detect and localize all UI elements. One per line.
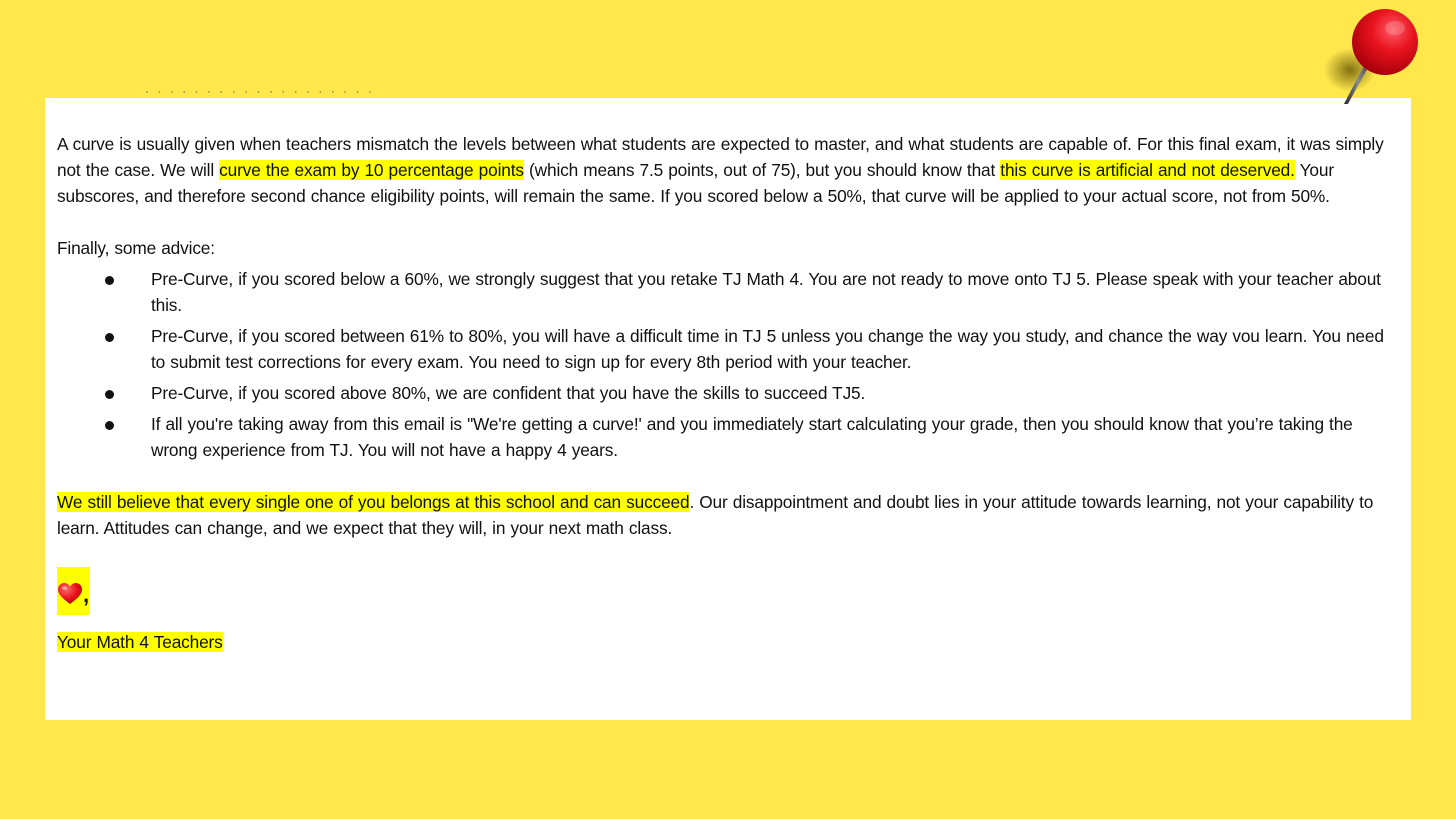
list-item-text: Pre-Curve, if you scored below a 60%, we strongly suggest that you retake TJ Math 4. You are not ready to move onto TJ 5. Please speak with your teacher about this. — [151, 269, 1381, 315]
signature-comma: , — [83, 582, 89, 607]
signoff-text: Your Math 4 Teachers — [57, 632, 223, 652]
closing-paragraph — [57, 489, 1397, 541]
signoff — [57, 629, 1397, 655]
heart-highlight — [57, 567, 90, 615]
signature-heart-line — [57, 567, 1397, 615]
text-segment: (which means 7.5 points, out of 75), but you should know that — [523, 160, 1001, 180]
text-segment: . Our disappointment and doubt lies in your attitude towards learning, not your capability to learn. Attitudes can change, and we expect that they will, in your next math class. — [57, 492, 1374, 538]
advice-list — [57, 266, 1397, 463]
bullet-icon — [105, 276, 114, 285]
heart-icon — [57, 582, 83, 606]
document-body — [57, 131, 1397, 655]
bullet-icon — [105, 390, 114, 399]
highlighted-text: this curve is artificial and not deserved. — [1000, 160, 1295, 180]
bullet-icon — [105, 421, 114, 430]
list-item-text: If all you're taking away from this email is "We're getting a curve!' and you immediately start calculating your grade, then you should know that you’re taking the wrong experience from TJ. You will not have a happy 4 years. — [151, 414, 1353, 460]
text-segment: A curve is usually given when teachers mismatch the levels between what students are expected to master, and what students are capable of. For this final exam, it was simply not the case. We will — [57, 134, 1384, 180]
highlighted-text: We still believe that every single one of you belongs at this school and can succeed — [57, 492, 690, 512]
list-item-text: Pre-Curve, if you scored between 61% to 80%, you will have a difficult time in TJ 5 unless you change the way you study, and chance the way vou learn. You need to submit test corrections for every exam. You need to sign up for every 8th period with your teacher. — [151, 326, 1384, 372]
curve-explanation-paragraph — [57, 131, 1397, 209]
cut-off-text-line: ˙ ˙ ˙ ˙ ˙ ˙ ˙ ˙ ˙ ˙ ˙ ˙ ˙ ˙ ˙ ˙ ˙ ˙ ˙ — [145, 88, 375, 107]
list-item-text: Pre-Curve, if you scored above 80%, we are confident that you have the skills to succeed TJ5. — [151, 383, 866, 403]
list-item — [57, 266, 1397, 318]
highlighted-text: curve the exam by 10 percentage points — [219, 160, 524, 180]
list-item — [57, 380, 1397, 406]
list-item — [57, 323, 1397, 375]
text-segment: Your subscores, and therefore second chance eligibility points, will remain the same. If you scored below a 50%, that curve will be applied to your actual score, not from 50%. — [57, 160, 1334, 206]
pushpin-icon — [1310, 0, 1430, 110]
advice-intro: Finally, some advice: — [57, 238, 215, 258]
list-item — [57, 411, 1397, 463]
document-page — [45, 88, 1411, 720]
bullet-icon — [105, 333, 114, 342]
